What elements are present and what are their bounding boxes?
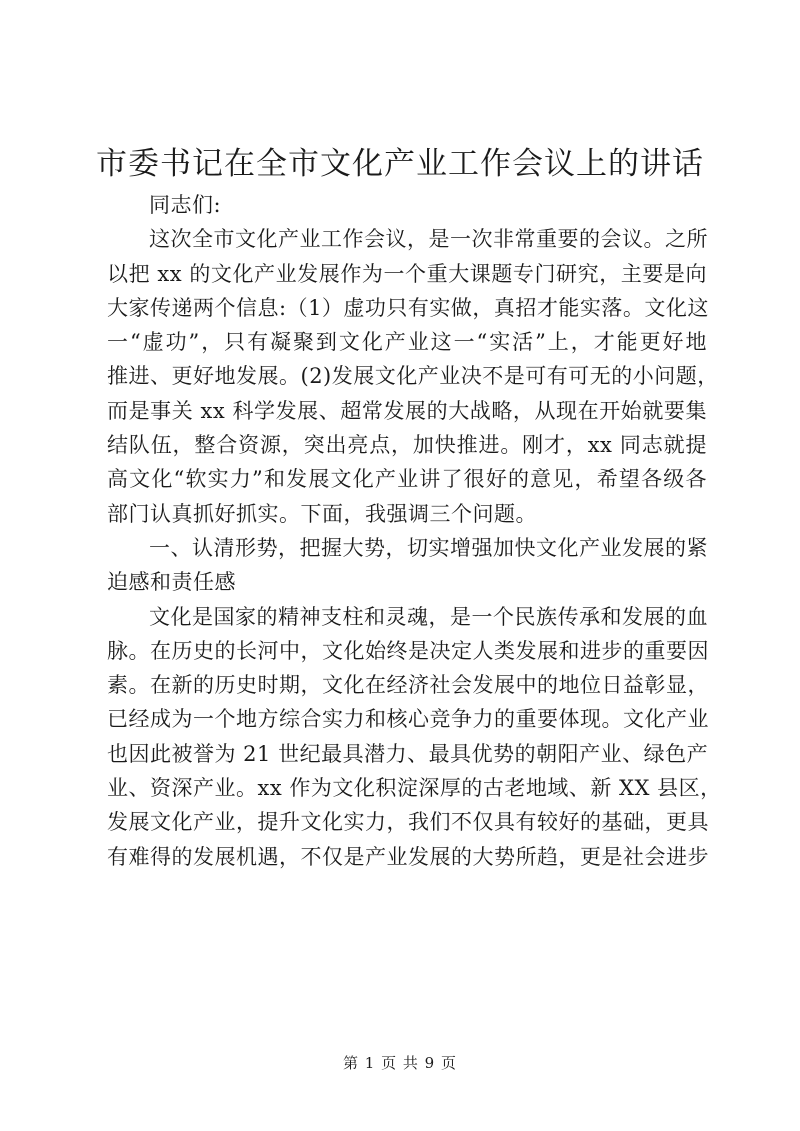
body-line: 业、资深产业。xx 作为文化积淀深厚的古老地域、新 XX 县区，: [107, 776, 722, 801]
body-line: 素。在新的历史时期，文化在经济社会发展中的地位日益彰显，: [107, 673, 709, 698]
body-line: 一“虚功”，只有凝聚到文化产业这一“实活”上，才能更好地: [107, 330, 707, 355]
body-line: 也因此被誉为 21 世纪最具潜力、最具优势的朝阳产业、绿色产: [107, 741, 709, 766]
body-line: 而是事关 xx 科学发展、超常发展的大战略，从现在开始就要集: [107, 398, 707, 423]
body-line: 文化是国家的精神支柱和灵魂，是一个民族传承和发展的血: [149, 604, 708, 629]
body-line: 大家传递两个信息:（1）虚功只有实做，真招才能实落。文化这: [107, 295, 709, 320]
body-line: 迫感和责任感: [107, 570, 236, 595]
body-line: 部门认真抓好抓实。下面，我强调三个问题。: [107, 501, 537, 526]
body-line: 推进、更好地发展。(2)发展文化产业决不是可有可无的小问题，: [107, 364, 719, 389]
body-line: 已经成为一个地方综合实力和核心竞争力的重要体现。文化产业: [107, 707, 709, 732]
body-line: 结队伍，整合资源，突出亮点，加快推进。刚才，xx 同志就提: [107, 433, 707, 458]
body-line: 高文化“软实力”和发展文化产业讲了很好的意见，希望各级各: [107, 467, 707, 492]
body-line: 发展文化产业，提升文化实力，我们不仅具有较好的基础，更具: [107, 810, 709, 835]
document-body: [107, 188, 722, 874]
body-line: 这次全市文化产业工作会议，是一次非常重要的会议。之所: [149, 227, 708, 252]
body-line: 一、认清形势，把握大势，切实增强加快文化产业发展的紧: [149, 535, 708, 560]
document-title: 市委书记在全市文化产业工作会议上的讲话: [96, 146, 704, 182]
page-number-footer: 第 1 页 共 9 页: [343, 1054, 457, 1072]
body-line: 同志们:: [149, 193, 222, 217]
body-line: 脉。在历史的长河中，文化始终是决定人类发展和进步的重要因: [107, 638, 709, 663]
body-line: 有难得的发展机遇，不仅是产业发展的大势所趋，更是社会进步: [107, 844, 709, 869]
body-line: 以把 xx 的文化产业发展作为一个重大课题专门研究，主要是向: [107, 261, 707, 286]
